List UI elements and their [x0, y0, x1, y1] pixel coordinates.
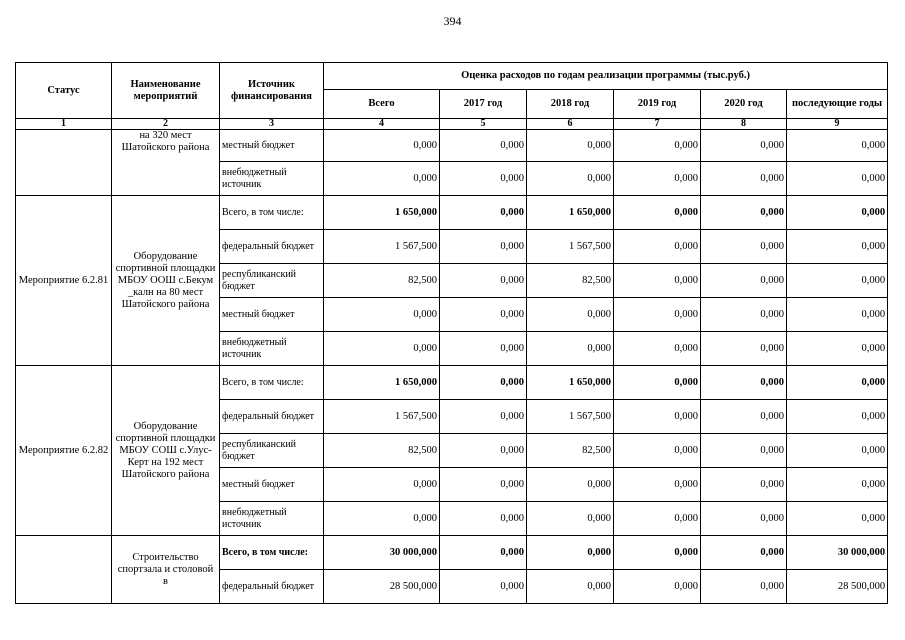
activity-name-cell: на 320 мест Шатойского района [112, 130, 220, 196]
header-year-2019: 2019 год [614, 90, 701, 119]
amount-cell: 0,000 [324, 130, 440, 162]
amount-cell: 0,000 [614, 162, 701, 196]
funding-source-cell: внебюджетный источник [220, 162, 324, 196]
header-estimate: Оценка расходов по годам реализации программы (тыс.руб.) [324, 63, 888, 90]
amount-cell: 0,000 [614, 536, 701, 570]
amount-cell: 0,000 [701, 298, 787, 332]
header-year-total: Всего [324, 90, 440, 119]
column-number: 7 [614, 119, 701, 130]
amount-cell: 0,000 [440, 468, 527, 502]
amount-cell: 0,000 [787, 434, 888, 468]
funding-source-cell: федеральный бюджет [220, 400, 324, 434]
column-number: 4 [324, 119, 440, 130]
funding-source-cell: местный бюджет [220, 130, 324, 162]
amount-cell: 0,000 [701, 264, 787, 298]
amount-cell: 0,000 [324, 298, 440, 332]
table-row [16, 196, 888, 230]
column-number: 6 [527, 119, 614, 130]
amount-cell: 0,000 [614, 366, 701, 400]
funding-source-cell: республиканский бюджет [220, 264, 324, 298]
funding-source-cell: местный бюджет [220, 468, 324, 502]
amount-cell: 0,000 [527, 162, 614, 196]
amount-cell: 0,000 [614, 230, 701, 264]
amount-cell: 0,000 [787, 298, 888, 332]
amount-cell: 0,000 [701, 332, 787, 366]
header-year-2020: 2020 год [701, 90, 787, 119]
budget-table [15, 62, 888, 604]
amount-cell: 1 567,500 [324, 230, 440, 264]
amount-cell: 0,000 [614, 434, 701, 468]
amount-cell: 0,000 [614, 332, 701, 366]
column-number: 8 [701, 119, 787, 130]
amount-cell: 0,000 [527, 130, 614, 162]
amount-cell: 0,000 [527, 502, 614, 536]
amount-cell: 1 650,000 [324, 366, 440, 400]
header-year-2018: 2018 год [527, 90, 614, 119]
amount-cell: 0,000 [527, 536, 614, 570]
amount-cell: 0,000 [440, 298, 527, 332]
amount-cell: 30 000,000 [787, 536, 888, 570]
header-name: Наименование мероприятий [112, 63, 220, 119]
amount-cell: 1 650,000 [527, 366, 614, 400]
amount-cell: 0,000 [787, 502, 888, 536]
funding-source-cell: федеральный бюджет [220, 570, 324, 604]
amount-cell: 0,000 [440, 570, 527, 604]
header-year-later: последующие годы [787, 90, 888, 119]
amount-cell: 1 567,500 [527, 230, 614, 264]
amount-cell: 0,000 [324, 502, 440, 536]
amount-cell: 0,000 [324, 468, 440, 502]
table-row [16, 130, 888, 162]
amount-cell: 0,000 [701, 536, 787, 570]
amount-cell: 0,000 [701, 366, 787, 400]
status-cell [16, 130, 112, 196]
status-cell: Мероприятие 6.2.82 [16, 366, 112, 536]
amount-cell: 1 650,000 [527, 196, 614, 230]
amount-cell: 82,500 [527, 434, 614, 468]
amount-cell: 28 500,000 [324, 570, 440, 604]
status-cell [16, 536, 112, 604]
amount-cell: 0,000 [787, 400, 888, 434]
amount-cell: 0,000 [440, 264, 527, 298]
funding-source-cell: местный бюджет [220, 298, 324, 332]
amount-cell: 1 567,500 [324, 400, 440, 434]
funding-source-cell: Всего, в том числе: [220, 196, 324, 230]
amount-cell: 82,500 [324, 434, 440, 468]
amount-cell: 0,000 [614, 502, 701, 536]
funding-source-cell: федеральный бюджет [220, 230, 324, 264]
amount-cell: 0,000 [614, 468, 701, 502]
activity-name-cell: Строительство спортзала и столовой в [112, 536, 220, 604]
column-number: 3 [220, 119, 324, 130]
activity-name-cell: Оборудование спортивной площадки МБОУ ООШ с.Бекум _калн на 80 мест Шатойского района [112, 196, 220, 366]
header-status: Статус [16, 63, 112, 119]
amount-cell: 0,000 [527, 468, 614, 502]
amount-cell: 0,000 [324, 332, 440, 366]
amount-cell: 0,000 [527, 570, 614, 604]
amount-cell: 0,000 [440, 400, 527, 434]
amount-cell: 0,000 [614, 264, 701, 298]
amount-cell: 0,000 [787, 196, 888, 230]
header-row-top [16, 63, 888, 90]
amount-cell: 0,000 [787, 468, 888, 502]
table-row [16, 366, 888, 400]
amount-cell: 1 567,500 [527, 400, 614, 434]
amount-cell: 0,000 [614, 130, 701, 162]
amount-cell: 0,000 [701, 196, 787, 230]
column-number: 2 [112, 119, 220, 130]
amount-cell: 1 650,000 [324, 196, 440, 230]
column-number: 1 [16, 119, 112, 130]
column-number: 9 [787, 119, 888, 130]
funding-source-cell: республиканский бюджет [220, 434, 324, 468]
amount-cell: 0,000 [440, 162, 527, 196]
amount-cell: 28 500,000 [787, 570, 888, 604]
amount-cell: 82,500 [527, 264, 614, 298]
amount-cell: 0,000 [701, 468, 787, 502]
amount-cell: 0,000 [701, 434, 787, 468]
header-source: Источник финансирования [220, 63, 324, 119]
table-row [16, 536, 888, 570]
amount-cell: 0,000 [440, 130, 527, 162]
column-number-row [16, 119, 888, 130]
amount-cell: 0,000 [701, 502, 787, 536]
amount-cell: 0,000 [440, 536, 527, 570]
header-year-2017: 2017 год [440, 90, 527, 119]
amount-cell: 0,000 [614, 298, 701, 332]
amount-cell: 0,000 [701, 230, 787, 264]
amount-cell: 0,000 [701, 400, 787, 434]
amount-cell: 0,000 [614, 400, 701, 434]
amount-cell: 0,000 [440, 434, 527, 468]
funding-source-cell: внебюджетный источник [220, 502, 324, 536]
funding-source-cell: внебюджетный источник [220, 332, 324, 366]
funding-source-cell: Всего, в том числе: [220, 366, 324, 400]
status-cell: Мероприятие 6.2.81 [16, 196, 112, 366]
amount-cell: 0,000 [440, 230, 527, 264]
amount-cell: 0,000 [527, 332, 614, 366]
amount-cell: 0,000 [701, 570, 787, 604]
amount-cell: 0,000 [440, 502, 527, 536]
funding-source-cell: Всего, в том числе: [220, 536, 324, 570]
amount-cell: 0,000 [787, 162, 888, 196]
amount-cell: 0,000 [787, 264, 888, 298]
amount-cell: 0,000 [701, 162, 787, 196]
amount-cell: 0,000 [614, 570, 701, 604]
amount-cell: 82,500 [324, 264, 440, 298]
amount-cell: 30 000,000 [324, 536, 440, 570]
amount-cell: 0,000 [440, 366, 527, 400]
activity-name-cell: Оборудование спортивной площадки МБОУ СОШ с.Улус-Керт на 192 мест Шатойского района [112, 366, 220, 536]
amount-cell: 0,000 [787, 366, 888, 400]
amount-cell: 0,000 [527, 298, 614, 332]
column-number: 5 [440, 119, 527, 130]
amount-cell: 0,000 [324, 162, 440, 196]
amount-cell: 0,000 [787, 230, 888, 264]
amount-cell: 0,000 [787, 332, 888, 366]
amount-cell: 0,000 [614, 196, 701, 230]
amount-cell: 0,000 [787, 130, 888, 162]
page-number: 394 [443, 14, 462, 28]
table-body [16, 130, 888, 604]
amount-cell: 0,000 [440, 196, 527, 230]
amount-cell: 0,000 [440, 332, 527, 366]
amount-cell: 0,000 [701, 130, 787, 162]
